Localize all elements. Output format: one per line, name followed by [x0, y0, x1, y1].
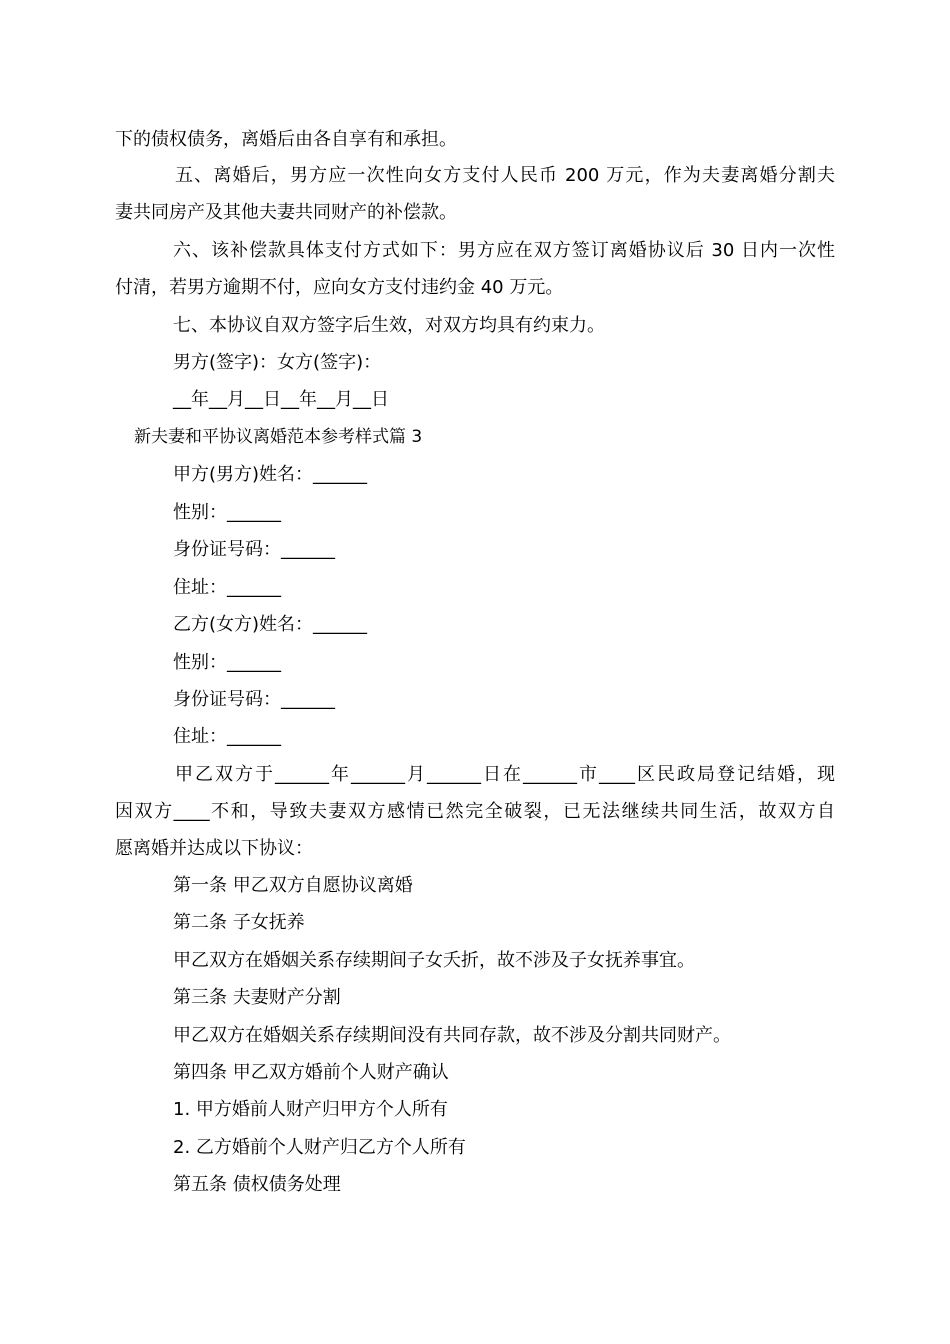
field-line: 身份证号码：______ [173, 539, 335, 560]
paragraph-line: 下的债权债务，离婚后由各自享有和承担。 [115, 129, 457, 150]
paragraph-text: 六、该补偿款具体支付方式如下：男方应在双方签订离婚协议后 30 日内一次性 [173, 240, 835, 261]
paragraph-line [0, 797, 835, 827]
signature-line: 男方(签字)：女方(签字)： [173, 352, 382, 373]
paragraph-line-clause-7: 七、本协议自双方签字后生效，对双方均具有约束力。 [173, 315, 605, 336]
paragraph-line-intro [0, 760, 835, 790]
section-heading: 新夫妻和平协议离婚范本参考样式篇 3 [134, 427, 423, 447]
article-heading: 第四条 甲乙双方婚前个人财产确认 [173, 1062, 449, 1083]
article-heading: 第二条 子女抚养 [173, 912, 305, 933]
paragraph-line: 妻共同房产及其他夫妻共同财产的补偿款。 [115, 202, 457, 223]
list-item: 2. 乙方婚前个人财产归乙方个人所有 [173, 1137, 466, 1158]
article-heading: 第一条 甲乙双方自愿协议离婚 [173, 875, 413, 896]
paragraph-line: 愿离婚并达成以下协议： [115, 838, 313, 859]
paragraph-line: 甲乙双方在婚姻关系存续期间没有共同存款，故不涉及分割共同财产。 [173, 1025, 731, 1046]
paragraph-line: 付清，若男方逾期不付，应向女方支付违约金 40 万元。 [115, 277, 564, 298]
field-line: 身份证号码：______ [173, 689, 335, 710]
paragraph-line: 甲乙双方在婚姻关系存续期间子女夭折，故不涉及子女抚养事宜。 [173, 950, 695, 971]
article-heading: 第五条 债权债务处理 [173, 1174, 341, 1195]
field-line: 乙方(女方)姓名：______ [173, 614, 368, 635]
paragraph-text: 甲乙双方于______年______月______日在______市____区民政局登记结婚，现 [175, 764, 835, 785]
list-item: 1. 甲方婚前人财产归甲方个人所有 [173, 1099, 448, 1120]
field-line: 性别：______ [173, 502, 281, 523]
paragraph-text: 因双方____不和，导致夫妻双方感情已然完全破裂，已无法继续共同生活，故双方自 [115, 801, 835, 822]
paragraph-line-clause-6 [0, 236, 835, 266]
paragraph-line-clause-5 [0, 161, 835, 191]
paragraph-text: 五、离婚后，男方应一次性向女方支付人民币 200 万元，作为夫妻离婚分割夫 [175, 165, 835, 186]
field-line: 住址：______ [173, 726, 281, 747]
date-line: __年__月__日__年__月__日 [173, 389, 389, 410]
field-line: 性别：______ [173, 652, 281, 673]
field-line: 甲方(男方)姓名：______ [173, 464, 368, 485]
field-line: 住址：______ [173, 577, 281, 598]
article-heading: 第三条 夫妻财产分割 [173, 987, 341, 1008]
